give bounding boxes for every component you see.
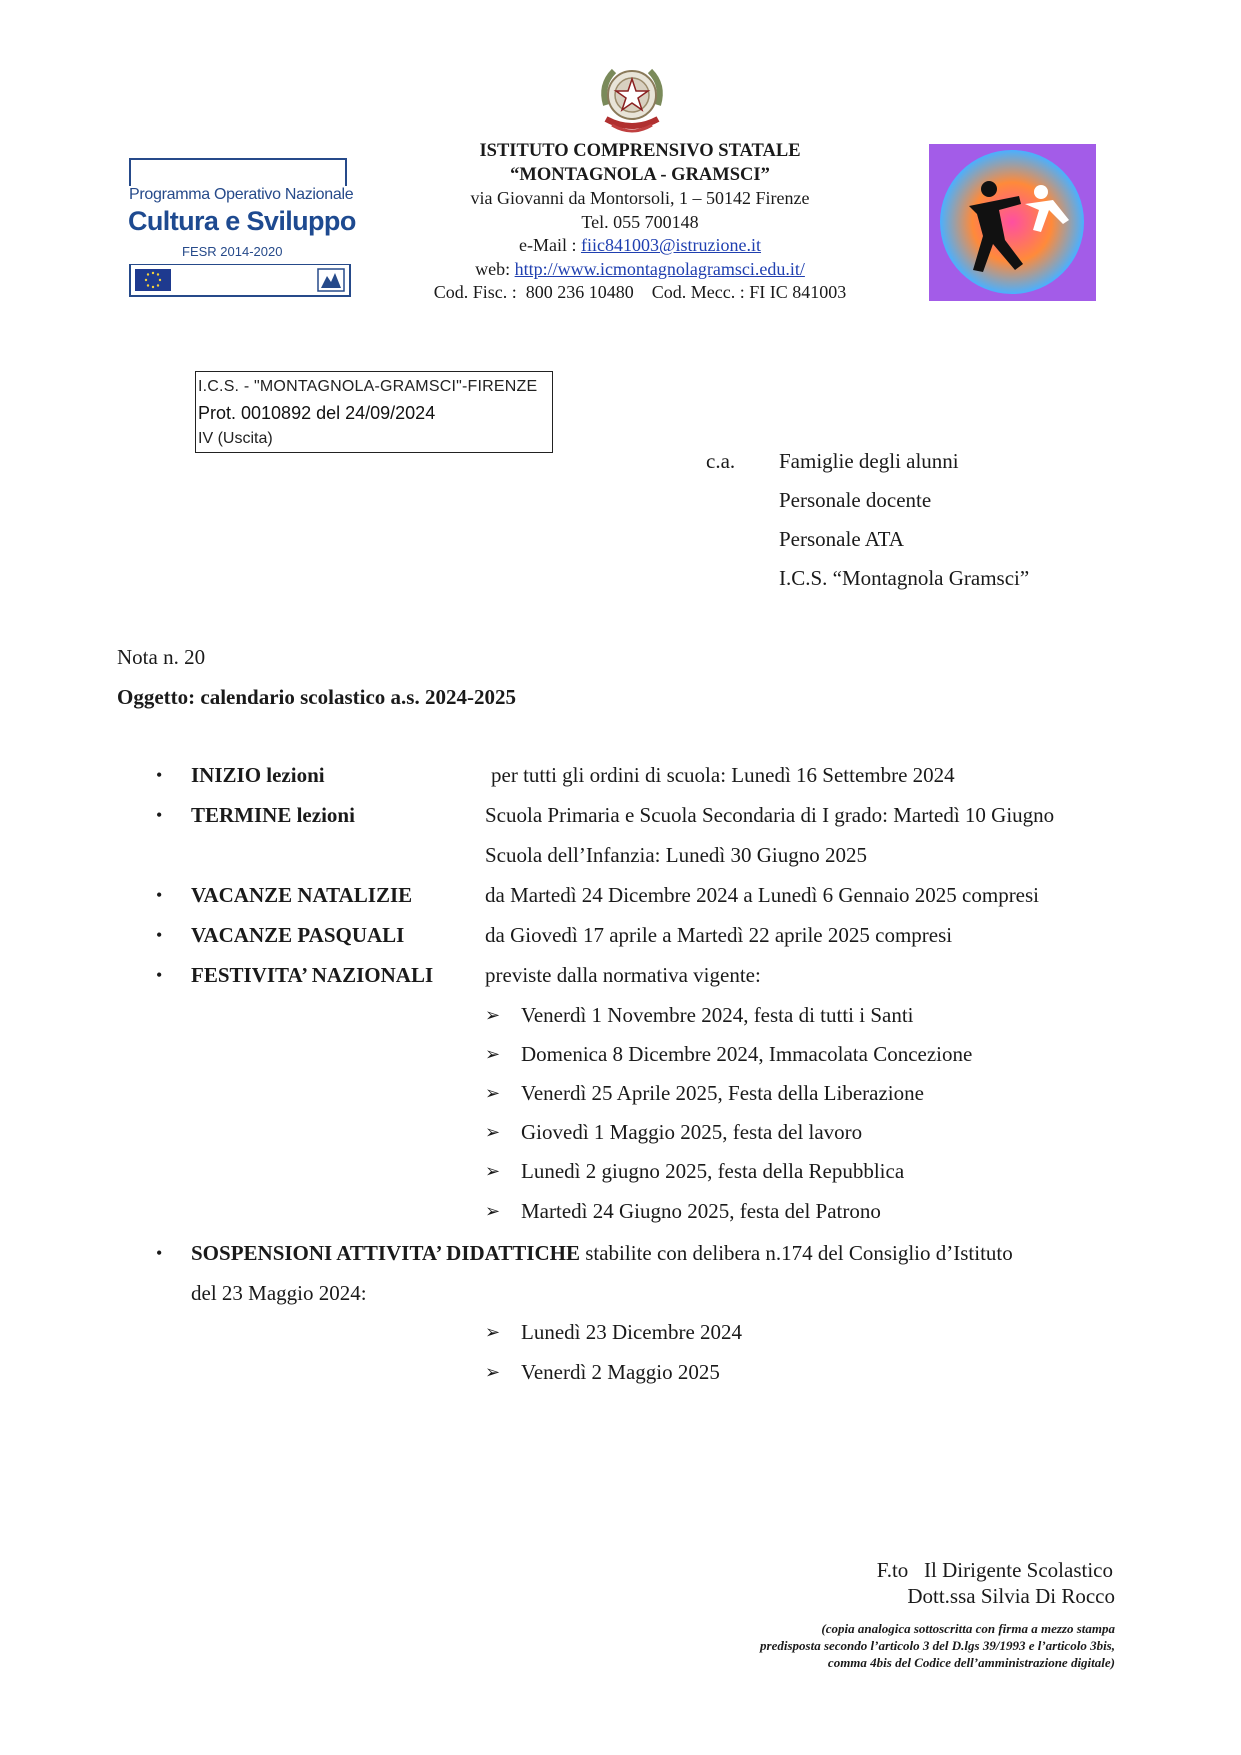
institute-header (380, 140, 900, 305)
institute-name: ISTITUTO COMPRENSIVO STATALE (479, 141, 801, 161)
email-label: e-Mail : (518, 235, 577, 255)
institute-email-row (380, 234, 900, 258)
pasquali-label: VACANZE PASQUALI (191, 923, 405, 947)
eu-flag-icon (135, 269, 171, 291)
natalizie-value: da Martedì 24 Dicembre 2024 a Lunedì 6 Gennaio 2025 compresi (485, 883, 1040, 907)
protocol-line3: IV (Uscita) (198, 430, 273, 447)
signature-note (515, 1620, 1115, 1671)
institute-codes: Cod. Fisc. : 800 236 10480 Cod. Mecc. : FI IC 841003 (433, 282, 847, 302)
arrow-bullet-icon: ➢ (485, 1122, 501, 1143)
festivita-item: Venerdì 25 Aprile 2025, Festa della Liberazione (521, 1081, 924, 1105)
arrow-bullet-icon: ➢ (485, 1083, 501, 1104)
termine-label: TERMINE lezioni (191, 803, 355, 827)
bullet-icon: • (156, 805, 163, 825)
sospensioni-value: stabilite con delibera n.174 del Consiglio d’Istituto (579, 1241, 1013, 1265)
festivita-item: Martedì 24 Giugno 2025, festa del Patrono (521, 1199, 881, 1223)
festivita-item: Lunedì 2 giugno 2025, festa della Repubblica (521, 1159, 905, 1183)
subject-line: Oggetto: calendario scolastico a.s. 2024-2025 (117, 685, 516, 709)
termine-value2: Scuola dell’Infanzia: Lunedì 30 Giugno 2025 (485, 843, 867, 867)
sospensioni-item: Venerdì 2 Maggio 2025 (521, 1360, 720, 1384)
pon-logo-line1: Programma Operativo Nazionale (129, 186, 354, 203)
sospensioni-value2: del 23 Maggio 2024: (191, 1281, 367, 1305)
signature-note-line2: predisposta secondo l’articolo 3 del D.lgs 39/1993 e l’articolo 3bis, (760, 1638, 1115, 1653)
arrow-bullet-icon: ➢ (485, 1362, 501, 1383)
festivita-value: previste dalla normativa vigente: (485, 963, 761, 987)
sospensioni-item: Lunedì 23 Dicembre 2024 (521, 1320, 743, 1344)
bullet-icon: • (156, 1243, 163, 1263)
festivita-item: Giovedì 1 Maggio 2025, festa del lavoro (521, 1120, 863, 1144)
institute-phone: Tel. 055 700148 (581, 211, 699, 232)
institute-address: via Giovanni da Montorsoli, 1 – 50142 Firenze (470, 188, 810, 208)
email-link[interactable]: fiic841003@istruzione.it (580, 235, 762, 255)
festivita-item: Venerdì 1 Novembre 2024, festa di tutti i Santi (521, 1003, 914, 1027)
note-number: Nota n. 20 (117, 645, 206, 669)
pon-logo-line3: FESR 2014-2020 (182, 244, 283, 259)
recipient-item: Famiglie degli alunni (779, 449, 959, 473)
bullet-icon: • (156, 965, 163, 985)
protocol-line1: I.C.S. - "MONTAGNOLA-GRAMSCI"-FIRENZE (198, 378, 538, 395)
recipient-item: Personale docente (779, 488, 932, 512)
arrow-bullet-icon: ➢ (485, 1322, 501, 1343)
sospensioni-label: SOSPENSIONI ATTIVITA’ DIDATTICHE (191, 1241, 580, 1265)
bullet-icon: • (156, 885, 163, 905)
festivita-label: FESTIVITA’ NAZIONALI (191, 963, 434, 987)
recipient-item: I.C.S. “Montagnola Gramsci” (779, 566, 1030, 590)
web-label: web: (475, 258, 511, 279)
signature-title: F.to Il Dirigente Scolastico (876, 1558, 1113, 1582)
pon-logo-line2: Cultura e Sviluppo (128, 206, 356, 236)
recipients-prefix: c.a. (706, 449, 736, 473)
protocol-number: Prot. 0010892 del 24/09/2024 (198, 403, 436, 423)
signature-note-line1: (copia analogica sottoscritta con firma a mezzo stampa (821, 1621, 1115, 1636)
arrow-bullet-icon: ➢ (485, 1005, 501, 1026)
pon-logo (126, 156, 356, 296)
signature-name: Dott.ssa Silvia Di Rocco (907, 1584, 1115, 1608)
pasquali-value: da Giovedì 17 aprile a Martedì 22 aprile 2025 compresi (485, 923, 953, 947)
inizio-value: per tutti gli ordini di scuola: Lunedì 16 Settembre 2024 (491, 763, 955, 787)
protocol-stamp (195, 371, 553, 453)
institute-subname: “MONTAGNOLA - GRAMSCI” (510, 164, 770, 185)
school-logo (929, 144, 1096, 301)
natalizie-label: VACANZE NATALIZIE (191, 883, 413, 907)
inizio-label: INIZIO lezioni (191, 763, 325, 787)
arrow-bullet-icon: ➢ (485, 1161, 501, 1182)
festivita-item: Domenica 8 Dicembre 2024, Immacolata Concezione (521, 1042, 973, 1066)
bullet-icon: • (156, 765, 163, 785)
sospensioni-row (191, 1241, 1013, 1266)
signature-note-line3: comma 4bis del Codice dell’amministrazione digitale) (827, 1655, 1115, 1670)
ministry-logo-icon (317, 268, 345, 292)
bullet-icon: • (156, 925, 163, 945)
recipient-item: Personale ATA (779, 527, 904, 551)
arrow-bullet-icon: ➢ (485, 1201, 501, 1222)
arrow-bullet-icon: ➢ (485, 1044, 501, 1065)
institute-web-row (380, 258, 900, 282)
web-link[interactable]: http://www.icmontagnolagramsci.edu.it/ (514, 258, 805, 279)
termine-value1: Scuola Primaria e Scuola Secondaria di I grado: Martedì 10 Giugno (485, 803, 1055, 827)
republic-emblem (592, 55, 672, 140)
